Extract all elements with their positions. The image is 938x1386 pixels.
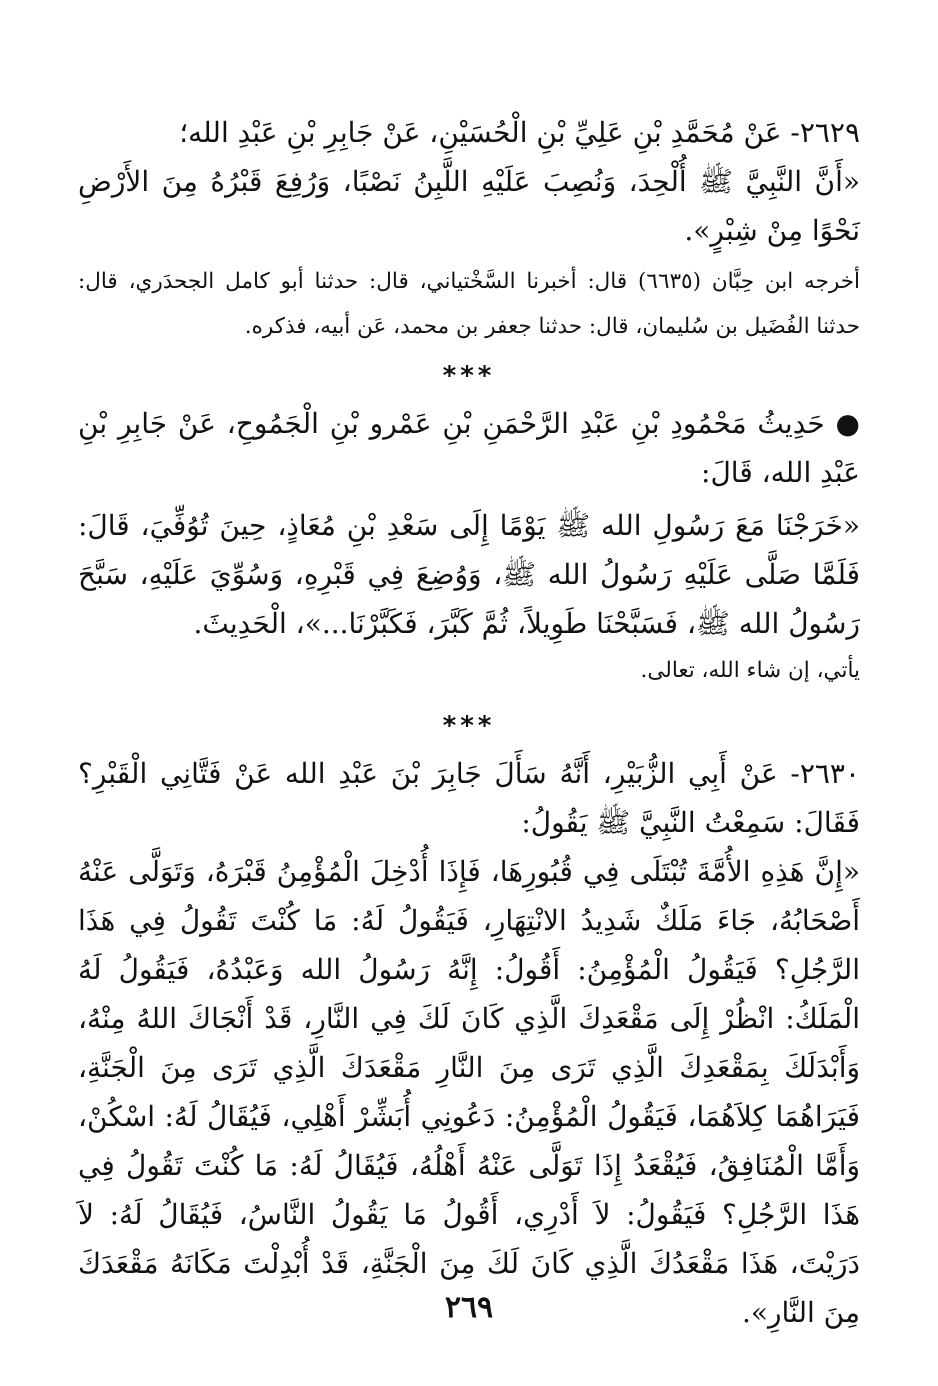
page-number: ٢٦٩ (444, 1290, 494, 1325)
hadith-mahmud-note: يأتي، إن شاء الله، تعالى. (640, 658, 860, 683)
hadith-mahmud (78, 399, 860, 693)
hadith-mahmud-text: «خَرَجْنَا مَعَ رَسُولِ الله ﷺ يَوْمًا إِلَى سَعْدِ بْنِ مُعَاذٍ، حِينَ تُوُفِّيَ، قَالَ: فَلَمَّا صَلَّى عَلَيْهِ رَسُولُ الله ﷺ، وَوُضِعَ فِي قَبْرِهِ، وَسُوِّيَ عَلَيْهِ، سَبَّحَ رَسُولُ الله ﷺ، فَسَبَّحْنَا طَوِيلاً، ثُمَّ كَبَّرَ، فَكَبَّرْنَا...»، الْحَدِيثَ. (78, 509, 860, 640)
section-separator-1: *** (442, 361, 496, 391)
hadith-2629-takhrij: أخرجه ابن حِبَّان (٦٦٣٥) قال: أخبرنا السَّخْتياني، قال: حدثنا أبو كامل الجحدَري، قال: حدثنا الفُضَيل بن سُليمان، قال: حدثنا جعفر بن محمد، عَن أبيه، فذكره. (78, 269, 861, 339)
hadith-2630-header: ٢٦٣٠- عَنْ أَبِي الزُّبَيْرِ، أَنَّهُ سَأَلَ جَابِرَ بْنَ عَبْدِ الله عَنْ فَتَّانِي الْقَبْرِ؟ فَقَالَ: سَمِعْتُ النَّبِيَّ ﷺ يَقُولُ: (78, 757, 860, 839)
hadith-2630 (78, 749, 860, 1337)
hadith-2629-header: ٢٦٢٩- عَنْ مُحَمَّدِ بْنِ عَلِيِّ بْنِ الْحُسَيْنِ، عَنْ جَابِرِ بْنِ عَبْدِ الله؛ (179, 116, 860, 149)
hadith-2629-text: «أَنَّ النَّبِيَّ ﷺ أُلْحِدَ، وَنُصِبَ عَلَيْهِ اللَّبِنُ نَصْبًا، وَرُفِعَ قَبْرُهُ مِنَ الأَرْضِ نَحْوًا مِنْ شِبْرٍ». (78, 165, 861, 247)
section-separator-2: *** (442, 711, 496, 741)
hadith-mahmud-header: ● حَدِيثُ مَحْمُودِ بْنِ عَبْدِ الرَّحْمَنِ بْنِ عَمْرو بْنِ الْجَمُوحِ، عَنْ جَابِرِ بْنِ عَبْدِ الله، قَالَ: (78, 407, 860, 489)
hadith-2630-text: «إِنَّ هَذِهِ الأُمَّةَ تُبْتَلَى فِي قُبُورِهَا، فَإِذَا أُدْخِلَ الْمُؤْمِنُ قَبْرَهُ، وَتَوَلَّى عَنْهُ أَصْحَابُهُ، جَاءَ مَلَكٌ شَدِيدُ الانْتِهَارِ، فَيَقُولُ لَهُ: مَا كُنْتَ تَقُولُ فِي هَذَا الرَّجُلِ؟ فَيَقُولُ الْمُؤْمِنُ: أَقُولُ: إِنَّهُ رَسُولُ الله وَعَبْدُهُ، فَيَقُولُ لَهُ الْمَلَكُ: انْظُرْ إِلَى مَقْعَدِكَ الَّذِي كَانَ لَكَ فِي النَّارِ، قَدْ أَنْجَاكَ اللهُ مِنْهُ، وَأَبْدَلَكَ بِمَقْعَدِكَ الَّذِي تَرَى مِنَ النَّارِ مَقْعَدَكَ الَّذِي تَرَى مِنَ الْجَنَّةِ، فَيَرَاهُمَا كِلاَهُمَا، فَيَقُولُ الْمُؤْمِنُ: دَعُونِي أُبَشِّرْ أَهْلِي، فَيُقَالُ لَهُ: اسْكُنْ، وَأَمَّا الْمُنَافِقُ، فَيُقْعَدُ إِذَا تَوَلَّى عَنْهُ أَهْلُهُ، فَيُقَالُ لَهُ: مَا كُنْتَ تَقُولُ فِي هَذَا الرَّجُلِ؟ فَيَقُولُ: لاَ أَدْرِي، أَقُولُ مَا يَقُولُ النَّاسُ، فَيُقَالُ لَهُ: لاَ دَرَيْتَ، هَذَا مَقْعَدُكَ الَّذِي كَانَ لَكَ مِنَ الْجَنَّةِ، قَدْ أُبْدِلْتَ مَكَانَهُ مَقْعَدَكَ مِنَ النَّارِ». (78, 855, 860, 1329)
hadith-2629 (78, 108, 860, 349)
